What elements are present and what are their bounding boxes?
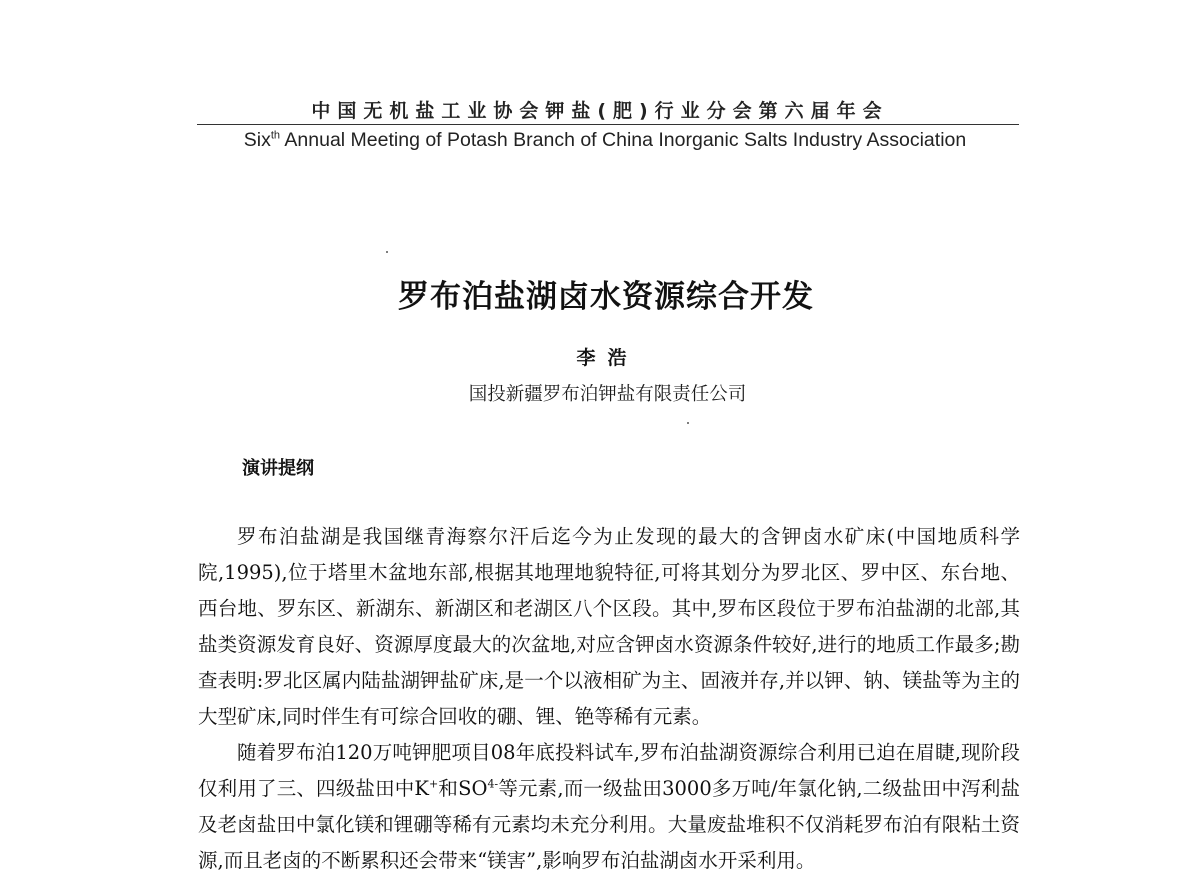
conference-header-chinese: 中国无机盐工业协会钾盐(肥)行业分会第六届年会	[311, 100, 889, 122]
paragraph-2-superscript-1: +	[429, 777, 439, 791]
paragraph-2-superscript-2: 4-	[487, 777, 499, 791]
header-english-rest: Annual Meeting of Potash Branch of China Inorganic Salts Industry Association	[280, 129, 967, 151]
paper-title: 罗布泊盐湖卤水资源综合开发	[398, 279, 814, 315]
paragraph-1: 罗布泊盐湖是我国继青海察尔汗后迄今为止发现的最大的含钾卤水矿床(中国地质科学院,1995),位于塔里木盆地东部,根据其地理地貌特征,可将其划分为罗北区、罗中区、东台地、西台地、罗东区、新湖东、新湖区和老湖区八个区段。其中,罗布区段位于罗布泊盐湖的北部,其盐类资源发育良好、资源厚度最大的次盆地,对应含钾卤水资源条件较好,进行的地质工作最多;勘查表明:罗北区属内陆盐湖钾盐矿床,是一个以液相矿为主、固液并存,并以钾、钠、镁盐等为主的大型矿床,同时伴生有可综合回收的硼、锂、铯等稀有元素。	[198, 525, 1020, 728]
body-text	[198, 519, 1020, 879]
paragraph-2-part-c: 等元素,而一级盐田3000多万吨/年氯化钠,二级盐田中泻利盐及老卤盐田中氯化镁和锂硼等稀有元素均未充分利用。大量废盐堆积不仅消耗罗布泊有限粘土资源,而且老卤的不断累积还会带来“镁害”,影响罗布泊盐湖卤水开采利用。	[198, 777, 1020, 872]
conference-header-english	[0, 129, 1200, 152]
section-heading: 演讲提纲	[242, 458, 314, 479]
scan-speck	[687, 422, 689, 424]
author-name: 李浩	[576, 347, 639, 369]
header-english-superscript: th	[270, 129, 281, 142]
scan-speck	[386, 251, 388, 253]
paragraph-2-part-b: 和SO	[438, 777, 488, 800]
paragraph-2-part-a: 随着罗布泊120万吨钾肥项目08年底投料试车,罗布泊盐湖资源综合利用已迫在眉睫,现阶段仅利用了三、四级盐田中K	[198, 741, 1020, 800]
author-affiliation: 国投新疆罗布泊钾盐有限责任公司	[468, 384, 747, 405]
header-divider	[197, 124, 1019, 125]
paragraph-2	[198, 735, 1020, 879]
header-english-prefix: Six	[243, 129, 271, 151]
